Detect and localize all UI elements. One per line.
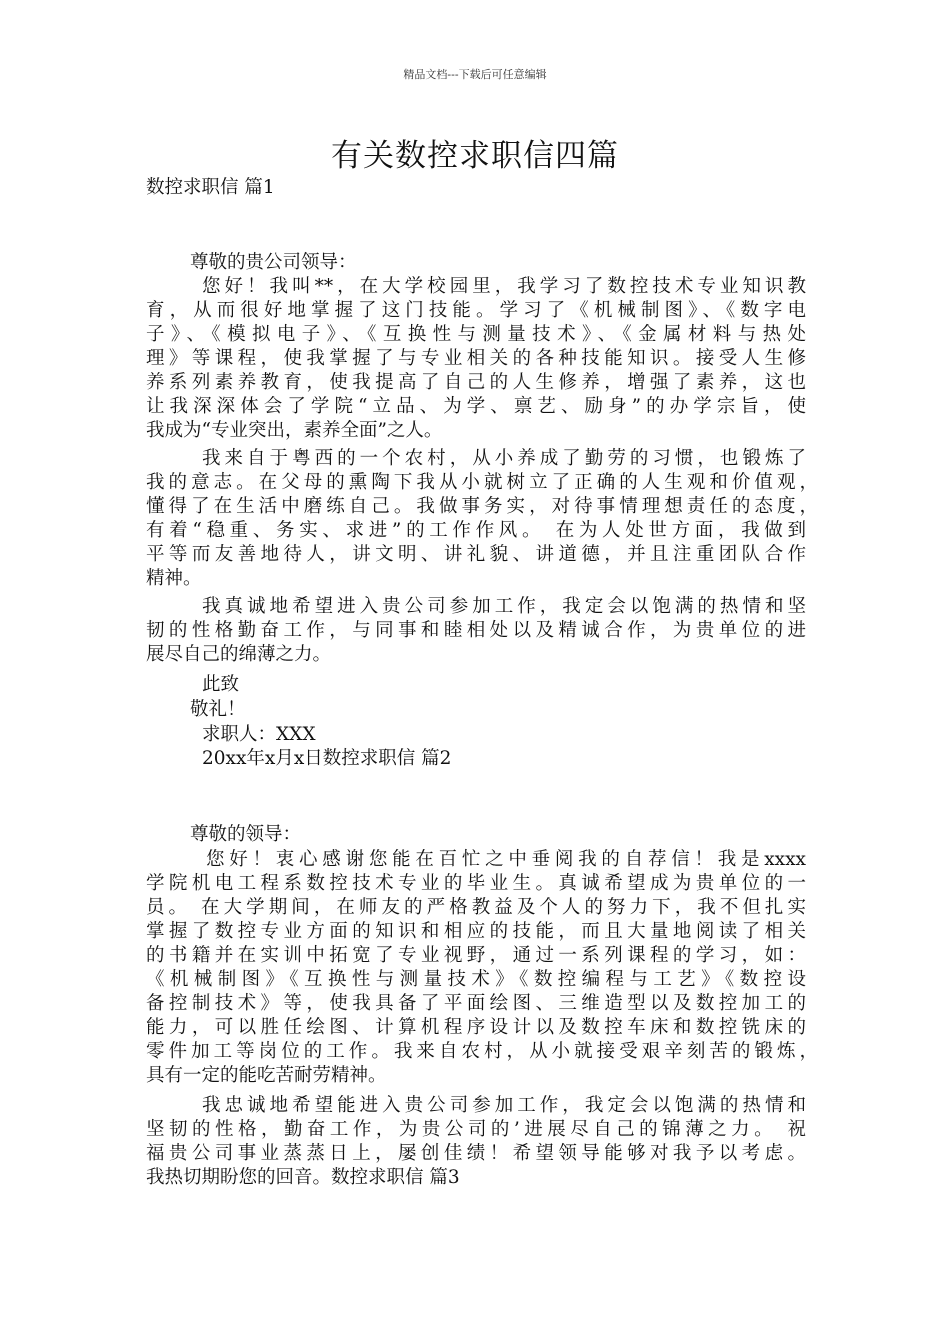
paragraph-line: 懂得了在生活中磨练自己。我做事务实，对待事情理想责任的态度， bbox=[146, 496, 818, 517]
paragraph-line: 您好！衷心感谢您能在百忙之中垂阅我的自荐信！我是xxxx bbox=[206, 849, 806, 870]
paragraph-line: 我来自于粤西的一个农村，从小养成了勤劳的习惯，也锻炼了 bbox=[202, 448, 806, 469]
salutation: 尊敬的领导： bbox=[190, 824, 302, 845]
paragraph-line: 掌握了数控专业方面的知识和相应的技能，而且大量地阅读了相关 bbox=[146, 921, 806, 942]
applicant-signature: 求职人：XXX bbox=[202, 724, 316, 745]
paragraph-line: 我真诚地希望进入贵公司参加工作，我定会以饱满的热情和坚 bbox=[202, 596, 806, 617]
date-and-section-heading: 20xx年x月x日数控求职信 篇2 bbox=[202, 748, 452, 769]
section-heading: 数控求职信 篇1 bbox=[146, 177, 275, 198]
paragraph-line: 我成为“专业突出，素养全面”之人。 bbox=[146, 420, 443, 441]
paragraph-line: 养系列素养教育，使我提高了自己的人生修养，增强了素养，这也 bbox=[146, 372, 806, 393]
paragraph-line-with-heading: 我热切期盼您的回音。数控求职信 篇3 bbox=[146, 1167, 460, 1188]
paragraph-line: 育，从而很好地掌握了这门技能。学习了《机械制图》、《数字电 bbox=[146, 300, 806, 321]
paragraph-line: 您好！我叫**，在大学校园里，我学习了数控技术专业知识教 bbox=[202, 276, 806, 297]
closing-regards: 敬礼！ bbox=[190, 699, 246, 720]
paragraph-line: 我忠诚地希望能进入贵公司参加工作，我定会以饱满的热情和 bbox=[202, 1095, 806, 1116]
paragraph-line: 展尽自己的绵薄之力。 bbox=[146, 644, 332, 665]
paragraph-line: 让我深深体会了学院“立品、为学、禀艺、励身”的办学宗旨，使 bbox=[146, 396, 806, 417]
document-title: 有关数控求职信四篇 bbox=[331, 138, 619, 174]
paragraph-line: 有着“稳重、务实、求进”的工作作风。 在为人处世方面，我做到 bbox=[146, 520, 806, 541]
paragraph-line: 子》、《模拟电子》、《互换性与测量技术》、《金属材料与热处 bbox=[146, 324, 806, 345]
paragraph-line: 《机械制图》《互换性与测量技术》《数控编程与工艺》《数控设 bbox=[146, 969, 806, 990]
paragraph-line: 学院机电工程系数控技术专业的毕业生。真诚希望成为贵单位的一 bbox=[146, 873, 806, 894]
salutation: 尊敬的贵公司领导： bbox=[190, 252, 357, 273]
paragraph-line: 备控制技术》等，使我具备了平面绘图、三维造型以及数控加工的 bbox=[146, 993, 806, 1014]
paragraph-line: 员。 在大学期间，在师友的严格教益及个人的努力下，我不但扎实 bbox=[146, 897, 806, 918]
paragraph-line: 坚韧的性格，勤奋工作，为贵公司的’进展尽自己的锦薄之力。 祝 bbox=[146, 1119, 806, 1140]
header-note: 精品文档---下载后可任意编辑 bbox=[403, 68, 547, 81]
paragraph-line: 零件加工等岗位的工作。我来自农村，从小就接受艰辛刻苦的锻炼， bbox=[146, 1041, 818, 1062]
paragraph-line: 福贵公司事业蒸蒸日上，屡创佳绩！希望领导能够对我予以考虑。 bbox=[146, 1143, 806, 1164]
closing-line: 此致 bbox=[202, 674, 240, 695]
paragraph-line: 韧的性格勤奋工作，与同事和睦相处以及精诚合作，为贵单位的进 bbox=[146, 620, 806, 641]
paragraph-line: 的书籍并在实训中拓宽了专业视野，通过一系列课程的学习，如： bbox=[146, 945, 806, 966]
paragraph-line: 能力，可以胜任绘图、计算机程序设计以及数控车床和数控铣床的 bbox=[146, 1017, 806, 1038]
paragraph-line: 平等而友善地待人，讲文明、讲礼貌、讲道德，并且注重团队合作 bbox=[146, 544, 806, 565]
paragraph-line: 我的意志。在父母的熏陶下我从小就树立了正确的人生观和价值观， bbox=[146, 472, 818, 493]
paragraph-line: 理》等课程，使我掌握了与专业相关的各种技能知识。接受人生修 bbox=[146, 348, 806, 369]
paragraph-line: 具有一定的能吃苦耐劳精神。 bbox=[146, 1065, 387, 1086]
paragraph-line: 精神。 bbox=[146, 568, 202, 589]
